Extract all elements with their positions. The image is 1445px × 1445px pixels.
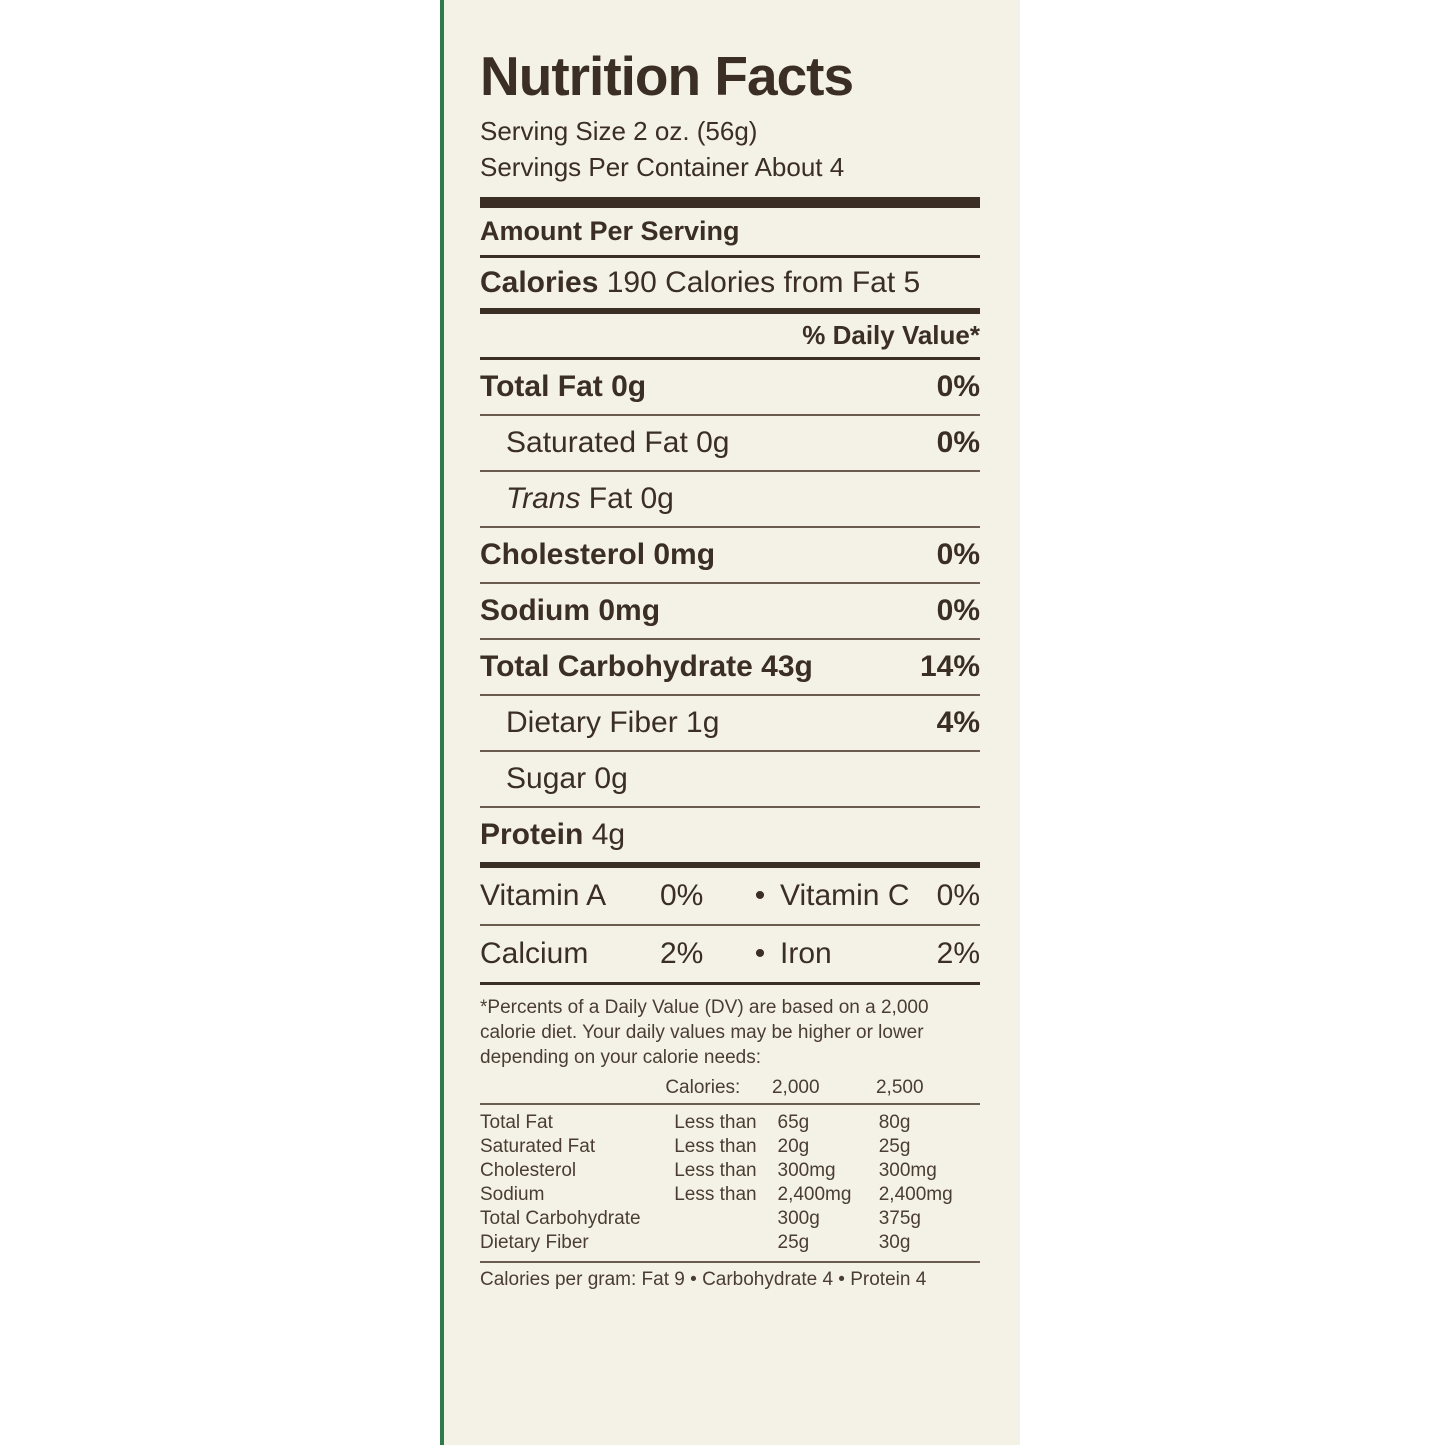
nutrient-name-saturated-fat: Saturated Fat 0g	[506, 426, 730, 459]
daily-value-footnote: *Percents of a Daily Value (DV) are based on a 2,000 calorie diet. Your daily values may be higher or lower depending on your calorie needs:	[480, 997, 929, 1068]
nutrient-name-total-carbohydrate: Total Carbohydrate 43g	[480, 650, 813, 683]
table-header-calories: Calories:	[665, 1077, 741, 1098]
vitamin-row-2	[480, 926, 980, 982]
vitamin-row-1	[480, 868, 980, 924]
nutrient-row-total-carbohydrate	[480, 640, 980, 694]
nutrition-facts-label	[480, 45, 980, 1291]
dv-row-name-sodium: Sodium	[480, 1184, 545, 1205]
daily-values-table	[480, 1076, 980, 1103]
dv-row-2500-total-carbohydrate: 375g	[878, 1208, 922, 1229]
dv-row-2500-saturated-fat: 25g	[878, 1136, 911, 1157]
dv-row-2000-sodium: 2,400mg	[777, 1184, 852, 1205]
iron-value: 2%	[936, 937, 980, 970]
dv-row-less-cholesterol: Less than	[674, 1160, 757, 1181]
dv-row-2500-sodium: 2,400mg	[878, 1184, 953, 1205]
table-row	[480, 1111, 980, 1135]
calories-per-gram-note: Calories per gram: Fat 9 • Carbohydrate 4 • Protein 4	[480, 1269, 927, 1290]
table-row	[480, 1159, 980, 1183]
page-title: Nutrition Facts	[480, 45, 854, 107]
dv-row-less-saturated-fat: Less than	[674, 1136, 757, 1157]
nutrient-row-total-fat	[480, 360, 980, 414]
divider-thick-top	[480, 197, 980, 208]
daily-value-header: % Daily Value*	[802, 320, 980, 350]
package-edge-stripe	[440, 0, 444, 1445]
dv-row-2000-saturated-fat: 20g	[777, 1136, 810, 1157]
protein-rest: 4g	[583, 818, 626, 851]
calories-label: Calories	[480, 266, 599, 299]
calories-value: 190	[606, 266, 657, 299]
nutrient-row-sodium	[480, 584, 980, 638]
table-header-2000: 2,000	[771, 1077, 820, 1098]
amount-per-serving-label: Amount Per Serving	[480, 216, 740, 246]
nutrient-name-protein	[480, 817, 625, 853]
nutrient-row-saturated-fat	[480, 416, 980, 470]
dv-row-less-total-carbohydrate	[674, 1207, 777, 1231]
protein-bold: Protein	[480, 818, 584, 851]
separator-dot-icon-1: •	[754, 879, 766, 912]
calories-from-fat: Calories from Fat 5	[665, 266, 921, 299]
nutrient-dv-total-fat: 0%	[936, 370, 980, 403]
table-header-row	[480, 1076, 980, 1103]
nutrient-dv-sodium: 0%	[936, 594, 980, 627]
nutrient-dv-cholesterol: 0%	[936, 538, 980, 571]
dv-row-2000-total-carbohydrate: 300g	[777, 1208, 820, 1229]
divider-table-head	[480, 1103, 980, 1105]
dv-row-2000-total-fat: 65g	[777, 1112, 810, 1133]
dv-row-less-dietary-fiber	[674, 1231, 777, 1255]
trans-italic: Trans	[506, 482, 581, 515]
trans-rest: Fat 0g	[580, 482, 674, 515]
dv-row-name-saturated-fat: Saturated Fat	[480, 1136, 596, 1157]
dv-row-less-total-fat: Less than	[674, 1112, 757, 1133]
nutrient-row-sugar	[480, 752, 980, 806]
nutrient-row-cholesterol	[480, 528, 980, 582]
vitamin-c-label: Vitamin C	[780, 879, 910, 912]
nutrient-name-trans-fat	[480, 481, 674, 517]
nutrient-name-cholesterol: Cholesterol 0mg	[480, 538, 716, 571]
nutrient-dv-dietary-fiber: 4%	[936, 706, 980, 739]
dv-row-name-cholesterol: Cholesterol	[480, 1160, 577, 1181]
nutrient-row-dietary-fiber	[480, 696, 980, 750]
calories-row	[480, 258, 980, 308]
dv-row-2500-dietary-fiber: 30g	[878, 1232, 911, 1253]
dv-row-less-sodium: Less than	[674, 1184, 757, 1205]
dv-row-2000-dietary-fiber: 25g	[777, 1232, 810, 1253]
vitamin-a-value: 0%	[660, 879, 704, 912]
nutrient-dv-total-carbohydrate: 14%	[919, 650, 980, 683]
nutrient-row-trans-fat	[480, 472, 980, 526]
calcium-label: Calcium	[480, 937, 589, 970]
iron-label: Iron	[780, 937, 832, 970]
nutrient-name-dietary-fiber: Dietary Fiber 1g	[506, 706, 720, 739]
dv-row-2500-cholesterol: 300mg	[878, 1160, 937, 1181]
calcium-value: 2%	[660, 937, 704, 970]
nutrient-row-protein	[480, 808, 980, 862]
nutrient-name-sodium: Sodium 0mg	[480, 594, 661, 627]
dv-row-name-total-fat: Total Fat	[480, 1112, 553, 1133]
servings-per-container-text: Servings Per Container About 4	[480, 152, 845, 182]
dv-row-2500-total-fat: 80g	[878, 1112, 911, 1133]
vitamin-a-label: Vitamin A	[480, 879, 607, 912]
table-header-2500: 2,500	[875, 1077, 924, 1098]
nutrient-dv-saturated-fat: 0%	[936, 426, 980, 459]
dv-row-name-dietary-fiber: Dietary Fiber	[480, 1232, 589, 1253]
separator-dot-icon-2: •	[754, 937, 766, 970]
dv-row-2000-cholesterol: 300mg	[777, 1160, 836, 1181]
daily-values-table-body	[480, 1111, 980, 1255]
table-row	[480, 1135, 980, 1159]
nutrient-name-sugar: Sugar 0g	[506, 762, 628, 795]
table-row	[480, 1207, 980, 1231]
table-row	[480, 1231, 980, 1255]
table-row	[480, 1183, 980, 1207]
dv-row-name-total-carbohydrate: Total Carbohydrate	[480, 1208, 641, 1229]
nutrient-name-total-fat: Total Fat 0g	[480, 370, 647, 403]
vitamin-c-value: 0%	[936, 879, 980, 912]
table-header-blank	[480, 1076, 665, 1103]
serving-size-text: Serving Size 2 oz. (56g)	[480, 116, 758, 146]
